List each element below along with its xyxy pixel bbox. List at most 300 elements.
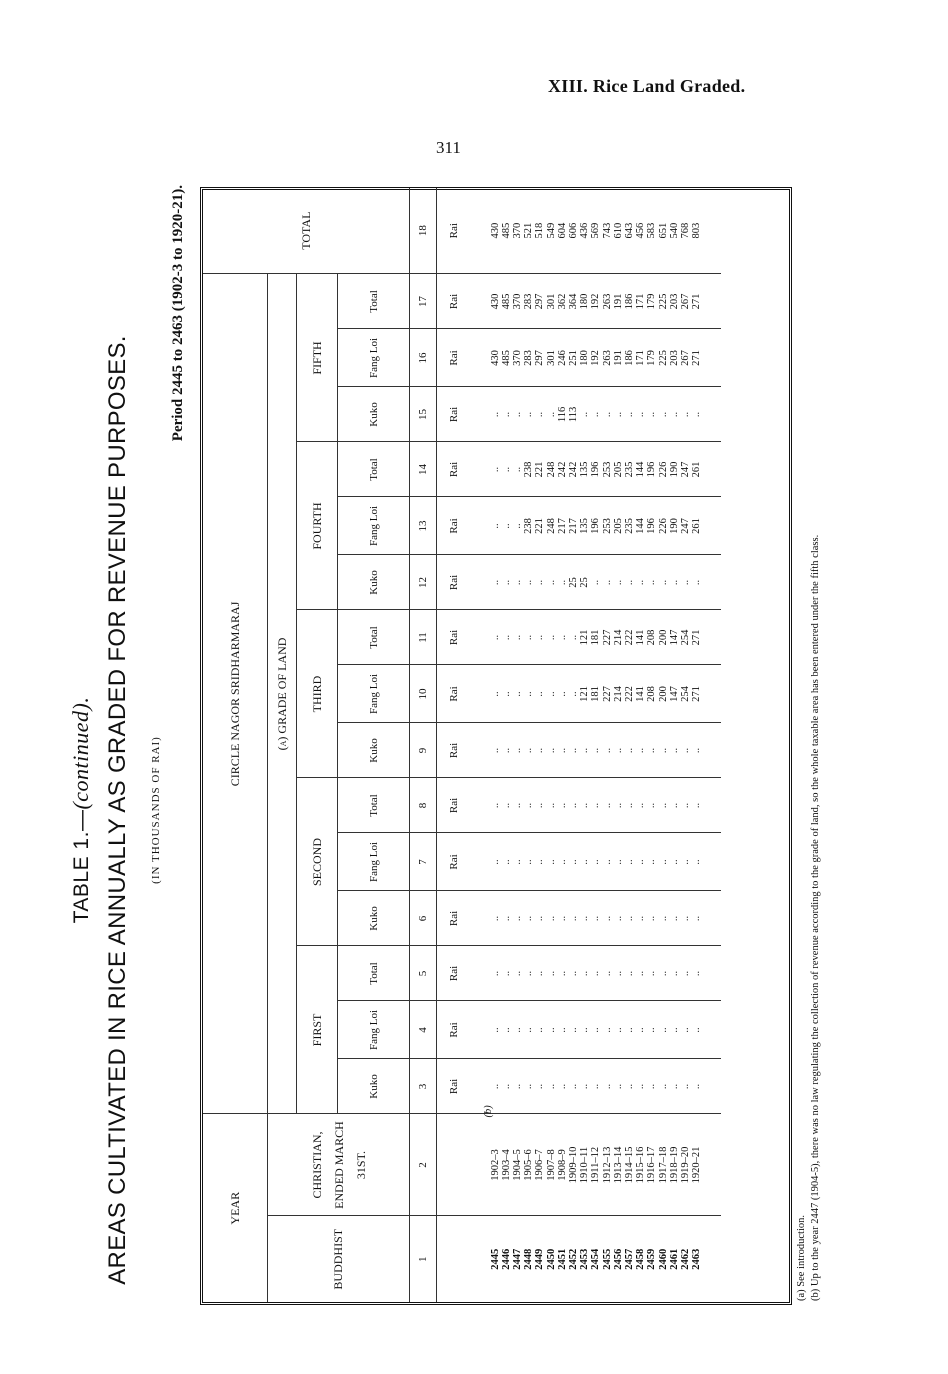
third-kuko-cell: .. bbox=[657, 747, 669, 754]
first-fang-loi-cell: .. bbox=[523, 1027, 535, 1033]
third-total-cell: .. bbox=[556, 634, 568, 641]
fourth-kuko-cell: .. bbox=[556, 579, 568, 586]
buddhist-header: BUDDHIST bbox=[268, 1216, 410, 1302]
fourth-fang-loi-cell: 190 bbox=[668, 518, 680, 534]
second-kuko-cell: .. bbox=[646, 915, 658, 922]
grand-total-cell: 518 bbox=[534, 222, 546, 239]
first-kuko-cell: .. bbox=[623, 1083, 635, 1090]
fifth-total-cell: 263 bbox=[601, 293, 613, 310]
third-kuko-cell: .. bbox=[601, 747, 613, 754]
fifth-kuko-cell: .. bbox=[601, 411, 613, 418]
first-fang-loi-column bbox=[471, 1001, 721, 1059]
unit-label: Rai bbox=[437, 723, 472, 778]
first-total-subheader: Total bbox=[338, 946, 410, 1001]
second-total-cell: .. bbox=[668, 802, 680, 809]
fourth-kuko-cell: .. bbox=[590, 579, 602, 586]
buddhist-year-cell: 2461 bbox=[668, 1248, 680, 1270]
buddhist-year-cell: 2453 bbox=[579, 1248, 591, 1270]
fourth-kuko-cell: .. bbox=[489, 579, 501, 586]
third-fang-loi-header: Fang Loi bbox=[338, 665, 410, 723]
third-kuko-cell: .. bbox=[500, 747, 512, 754]
fourth-fang-loi-cell: 261 bbox=[691, 518, 703, 534]
fifth-kuko-column bbox=[471, 387, 721, 442]
second-kuko-cell: .. bbox=[668, 915, 680, 922]
fourth-total-cell: 205 bbox=[612, 461, 624, 478]
second-fang-loi-cell: .. bbox=[545, 859, 557, 865]
third-kuko-cell: .. bbox=[556, 747, 568, 754]
fourth-kuko-cell: .. bbox=[623, 579, 635, 586]
fifth-fang-loi-cell: 225 bbox=[657, 350, 669, 366]
fourth-total-cell: 196 bbox=[590, 461, 602, 478]
christian-year-column bbox=[471, 1114, 721, 1216]
grand-total-cell: 651 bbox=[657, 222, 669, 239]
second-total-column bbox=[471, 778, 721, 833]
third-total-cell: 271 bbox=[691, 629, 703, 646]
buddhist-year-cell: 2459 bbox=[646, 1248, 658, 1270]
first-fang-loi-cell: .. bbox=[579, 1027, 591, 1033]
fifth-kuko-cell: .. bbox=[523, 411, 535, 418]
third-total-cell: .. bbox=[512, 634, 524, 641]
grand-total-cell: 768 bbox=[679, 222, 691, 239]
fifth-kuko-cell: .. bbox=[657, 411, 669, 418]
first-header: FIRST bbox=[297, 946, 338, 1114]
christian-year-cell: 1917–18 bbox=[657, 1146, 669, 1184]
third-total-cell: .. bbox=[568, 634, 580, 641]
fifth-fang-loi-cell: 192 bbox=[590, 350, 602, 366]
third-kuko-cell: .. bbox=[646, 747, 658, 754]
fourth-total-cell: 221 bbox=[534, 461, 546, 478]
first-total-column bbox=[471, 946, 721, 1001]
total-header: TOTAL bbox=[203, 188, 410, 274]
second-fang-loi-cell: .. bbox=[668, 859, 680, 865]
christian-year-cell: 1910–11 bbox=[579, 1146, 591, 1184]
fifth-total-cell: 180 bbox=[579, 293, 591, 310]
third-total-cell: 141 bbox=[635, 629, 647, 646]
first-total-cell: .. bbox=[679, 970, 691, 977]
fourth-kuko-column bbox=[471, 555, 721, 610]
christian-year-cell: 1913–14 bbox=[612, 1146, 624, 1184]
fourth-total-cell: 238 bbox=[523, 461, 535, 478]
fourth-fang-loi-cell: 196 bbox=[646, 518, 658, 534]
buddhist-year-cell: 2447 bbox=[512, 1248, 524, 1270]
second-total-cell: .. bbox=[500, 802, 512, 809]
christian-year-cell: 1905–6 bbox=[523, 1149, 535, 1181]
footnote-a: (a) See introduction. bbox=[796, 1214, 807, 1301]
third-fang-loi-cell: 181 bbox=[590, 686, 602, 702]
fourth-total-cell: .. bbox=[500, 466, 512, 473]
second-total-cell: .. bbox=[489, 802, 501, 809]
second-total-cell: .. bbox=[646, 802, 658, 809]
fifth-fang-loi-cell: 485 bbox=[500, 350, 512, 366]
first-fang-loi-cell: .. bbox=[635, 1027, 647, 1033]
fourth-kuko-cell: .. bbox=[657, 579, 669, 586]
first-total-cell: .. bbox=[657, 970, 669, 977]
first-kuko-cell: .. bbox=[512, 1083, 524, 1090]
second-fang-loi-cell: .. bbox=[500, 859, 512, 865]
first-total-cell: .. bbox=[568, 970, 580, 977]
second-fang-loi-cell: .. bbox=[512, 859, 524, 865]
first-fang-loi-cell: .. bbox=[612, 1027, 624, 1033]
first-fang-loi-cell: .. bbox=[489, 1027, 501, 1033]
fourth-kuko-cell: .. bbox=[646, 579, 658, 586]
first-kuko-cell: .. bbox=[612, 1083, 624, 1090]
unit-label: Rai bbox=[437, 610, 472, 665]
first-kuko-header: Kuko bbox=[338, 1059, 410, 1114]
fifth-total-cell: 186 bbox=[623, 293, 635, 310]
fourth-kuko-cell: .. bbox=[534, 579, 546, 586]
first-kuko-cell: .. bbox=[635, 1083, 647, 1090]
fourth-fang-loi-cell: .. bbox=[489, 523, 501, 529]
third-fang-loi-cell: 214 bbox=[612, 686, 624, 702]
third-fang-loi-cell: 141 bbox=[635, 686, 647, 702]
fifth-total-cell: 364 bbox=[568, 293, 580, 310]
fourth-fang-loi-cell: 226 bbox=[657, 518, 669, 534]
buddhist-year-column bbox=[471, 1216, 721, 1302]
fourth-kuko-cell: .. bbox=[601, 579, 613, 586]
second-total-cell: .. bbox=[657, 802, 669, 809]
first-fang-loi-cell: .. bbox=[545, 1027, 557, 1033]
grand-total-cell: 610 bbox=[612, 222, 624, 239]
running-head: XIII. Rice Land Graded. bbox=[548, 76, 746, 96]
fifth-fang-loi-cell: 246 bbox=[556, 350, 568, 366]
second-total-subheader: Total bbox=[338, 778, 410, 833]
first-total-cell: .. bbox=[489, 970, 501, 977]
grand-total-cell: 569 bbox=[590, 222, 602, 239]
buddhist-year-cell: 2458 bbox=[635, 1248, 647, 1270]
grand-total-cell: 583 bbox=[646, 222, 658, 239]
third-total-cell: .. bbox=[523, 634, 535, 641]
first-total-cell: .. bbox=[590, 970, 602, 977]
first-fang-loi-cell: .. bbox=[534, 1027, 546, 1033]
first-total-cell: .. bbox=[556, 970, 568, 977]
second-fang-loi-cell: .. bbox=[635, 859, 647, 865]
grand-total-cell: 430 bbox=[489, 222, 501, 239]
page-number: 311 bbox=[436, 138, 461, 157]
fourth-kuko-cell: .. bbox=[523, 579, 535, 586]
fourth-total-cell: 144 bbox=[635, 461, 647, 478]
first-fang-loi-cell: .. bbox=[601, 1027, 613, 1033]
fifth-total-cell: 485 bbox=[500, 293, 512, 310]
christian-year-cell: 1906–7 bbox=[534, 1149, 546, 1181]
second-fang-loi-cell: .. bbox=[691, 859, 703, 865]
third-kuko-cell: .. bbox=[523, 747, 535, 754]
second-total-cell: .. bbox=[635, 802, 647, 809]
second-fang-loi-cell: .. bbox=[556, 859, 568, 865]
third-header: THIRD bbox=[297, 610, 338, 778]
second-total-cell: .. bbox=[579, 802, 591, 809]
buddhist-year-cell: 2455 bbox=[601, 1248, 613, 1270]
fifth-fang-loi-cell: 430 bbox=[489, 350, 501, 366]
unit-label: Rai bbox=[437, 946, 472, 1001]
third-fang-loi-cell: .. bbox=[568, 691, 580, 697]
fifth-fang-loi-cell: 263 bbox=[601, 350, 613, 366]
christian-year-cell: 1920–21 bbox=[691, 1146, 703, 1184]
fifth-fang-loi-cell: 297 bbox=[534, 350, 546, 366]
christian-year-cell: 1911–12 bbox=[590, 1146, 602, 1184]
buddhist-year-cell: 2460 bbox=[657, 1248, 669, 1270]
fifth-total-column bbox=[471, 274, 721, 329]
buddhist-year-cell: 2463 bbox=[691, 1248, 703, 1270]
first-kuko-cell: .. bbox=[646, 1083, 658, 1090]
third-total-cell: .. bbox=[534, 634, 546, 641]
christian-year-cell: 1912–13 bbox=[601, 1146, 613, 1184]
third-fang-loi-cell: .. bbox=[545, 691, 557, 697]
fifth-kuko-cell: .. bbox=[500, 411, 512, 418]
second-fang-loi-header: Fang Loi bbox=[338, 833, 410, 891]
first-fang-loi-cell: .. bbox=[500, 1027, 512, 1033]
grand-total-cell: 606 bbox=[568, 222, 580, 239]
grand-total-cell: 549 bbox=[545, 222, 557, 239]
buddhist-year-cell: 2454 bbox=[590, 1248, 602, 1270]
data-table-frame bbox=[200, 187, 792, 1305]
unit-label: Rai bbox=[437, 387, 472, 442]
third-fang-loi-cell: .. bbox=[489, 691, 501, 697]
third-fang-loi-cell: .. bbox=[523, 691, 535, 697]
second-fang-loi-cell: .. bbox=[646, 859, 658, 865]
fourth-fang-loi-cell: 247 bbox=[679, 518, 691, 534]
year-header: YEAR bbox=[203, 1114, 268, 1302]
fifth-fang-loi-cell: 251 bbox=[568, 350, 580, 366]
first-total-cell: .. bbox=[579, 970, 591, 977]
fifth-kuko-cell: 116 bbox=[556, 406, 568, 423]
third-total-cell: 147 bbox=[668, 629, 680, 646]
second-total-cell: .. bbox=[691, 802, 703, 809]
fifth-fang-loi-cell: 271 bbox=[691, 350, 703, 366]
fourth-total-cell: 242 bbox=[568, 461, 580, 478]
column-number: 4 bbox=[410, 1001, 437, 1059]
fourth-total-cell: .. bbox=[512, 466, 524, 473]
fourth-total-subheader: Total bbox=[338, 442, 410, 497]
second-kuko-cell: .. bbox=[657, 915, 669, 922]
fourth-kuko-cell: .. bbox=[679, 579, 691, 586]
second-fang-loi-cell: .. bbox=[534, 859, 546, 865]
column-number: 3 bbox=[410, 1059, 437, 1114]
table-subtitle: AREAS CULTIVATED IN RICE ANNUALLY AS GRADED FOR REVENUE PURPOSES. bbox=[104, 335, 131, 1285]
fourth-total-cell: 196 bbox=[646, 461, 658, 478]
fifth-fang-loi-cell: 179 bbox=[646, 350, 658, 366]
third-kuko-cell: .. bbox=[489, 747, 501, 754]
fourth-fang-loi-cell: 144 bbox=[635, 518, 647, 534]
christian-year-cell: 1907–8 bbox=[545, 1149, 557, 1181]
circle-header: CIRCLE NAGOR SRIDHARMARAJ bbox=[203, 274, 268, 1114]
first-fang-loi-cell: .. bbox=[556, 1027, 568, 1033]
second-fang-loi-cell: .. bbox=[612, 859, 624, 865]
fourth-fang-loi-cell: 217 bbox=[568, 518, 580, 534]
first-kuko-cell: .. bbox=[534, 1083, 546, 1090]
third-kuko-cell: .. bbox=[590, 747, 602, 754]
fourth-kuko-cell: .. bbox=[545, 579, 557, 586]
third-fang-loi-cell: 271 bbox=[691, 686, 703, 702]
column-number: 16 bbox=[410, 329, 437, 387]
first-fang-loi-cell: .. bbox=[568, 1027, 580, 1033]
first-kuko-column bbox=[471, 1059, 721, 1118]
fifth-total-subheader: Total bbox=[338, 274, 410, 329]
second-kuko-cell: .. bbox=[691, 915, 703, 922]
unit-blank bbox=[437, 1216, 472, 1302]
first-total-cell: .. bbox=[523, 970, 535, 977]
buddhist-year-cell: 2452 bbox=[568, 1248, 580, 1270]
first-total-cell: .. bbox=[534, 970, 546, 977]
column-number: 6 bbox=[410, 891, 437, 946]
column-number: 7 bbox=[410, 833, 437, 891]
first-kuko-cell: .. bbox=[556, 1083, 568, 1090]
first-kuko-cell: .. bbox=[545, 1083, 557, 1090]
unit-label: Rai bbox=[437, 274, 472, 329]
first-fang-loi-cell: .. bbox=[512, 1027, 524, 1033]
third-fang-loi-cell: .. bbox=[512, 691, 524, 697]
fifth-kuko-cell: .. bbox=[579, 411, 591, 418]
fourth-total-cell: 135 bbox=[579, 461, 591, 478]
fifth-total-cell: 225 bbox=[657, 293, 669, 310]
first-total-cell: .. bbox=[500, 970, 512, 977]
christian-year-cell: 1903–4 bbox=[500, 1149, 512, 1181]
grand-total-cell: 643 bbox=[623, 222, 635, 239]
fourth-total-cell: 261 bbox=[691, 461, 703, 478]
fifth-fang-loi-cell: 203 bbox=[668, 350, 680, 366]
second-total-cell: .. bbox=[534, 802, 546, 809]
rotated-table-page bbox=[60, 175, 820, 1325]
fourth-fang-loi-cell: 253 bbox=[601, 518, 613, 534]
unit-blank bbox=[437, 1114, 472, 1216]
third-total-cell: 214 bbox=[612, 629, 624, 646]
unit-label: Rai bbox=[437, 1001, 472, 1059]
fifth-fang-loi-cell: 180 bbox=[579, 350, 591, 366]
third-fang-loi-cell: .. bbox=[500, 691, 512, 697]
second-kuko-cell: .. bbox=[635, 915, 647, 922]
first-kuko-cell: .. bbox=[523, 1083, 535, 1090]
unit-label: Rai bbox=[437, 665, 472, 723]
first-kuko-cell: .. bbox=[500, 1083, 512, 1090]
fifth-total-cell: 430 bbox=[489, 293, 501, 310]
fourth-kuko-cell: .. bbox=[635, 579, 647, 586]
fourth-fang-loi-cell: .. bbox=[512, 523, 524, 529]
second-kuko-cell: .. bbox=[556, 915, 568, 922]
third-kuko-cell: .. bbox=[691, 747, 703, 754]
second-kuko-column bbox=[471, 891, 721, 946]
grand-total-cell: 456 bbox=[635, 222, 647, 239]
fourth-fang-loi-cell: 196 bbox=[590, 518, 602, 534]
third-total-subheader: Total bbox=[338, 610, 410, 665]
fifth-total-cell: 203 bbox=[668, 293, 680, 310]
fourth-kuko-header: Kuko bbox=[338, 555, 410, 610]
third-fang-loi-cell: 227 bbox=[601, 686, 613, 702]
fourth-kuko-cell: 25 bbox=[568, 577, 580, 588]
second-total-cell: .. bbox=[623, 802, 635, 809]
fourth-fang-loi-cell: 205 bbox=[612, 518, 624, 534]
third-kuko-cell: .. bbox=[668, 747, 680, 754]
third-kuko-cell: .. bbox=[545, 747, 557, 754]
first-kuko-cell: .. bbox=[601, 1083, 613, 1090]
third-total-cell: 254 bbox=[679, 629, 691, 646]
fourth-total-cell: 253 bbox=[601, 461, 613, 478]
fifth-fang-loi-cell: 171 bbox=[635, 350, 647, 366]
fifth-total-cell: 301 bbox=[545, 293, 557, 310]
christian-year-cell: 1915–16 bbox=[635, 1146, 647, 1184]
fifth-kuko-cell: .. bbox=[489, 411, 501, 418]
fifth-fang-loi-cell: 283 bbox=[523, 350, 535, 366]
first-total-cell: .. bbox=[635, 970, 647, 977]
second-total-cell: .. bbox=[545, 802, 557, 809]
buddhist-year-cell: 2456 bbox=[612, 1248, 624, 1270]
third-kuko-header: Kuko bbox=[338, 723, 410, 778]
unit-label: Rai bbox=[437, 778, 472, 833]
first-fang-loi-cell: .. bbox=[691, 1027, 703, 1033]
fifth-fang-loi-cell: 191 bbox=[612, 350, 624, 366]
buddhist-year-cell: 2449 bbox=[534, 1248, 546, 1270]
third-total-cell: .. bbox=[545, 634, 557, 641]
fifth-total-cell: 297 bbox=[534, 293, 546, 310]
first-fang-loi-cell: .. bbox=[668, 1027, 680, 1033]
first-fang-loi-header: Fang Loi bbox=[338, 1001, 410, 1059]
first-kuko-cell: .. bbox=[489, 1083, 501, 1090]
second-total-cell: .. bbox=[601, 802, 613, 809]
third-kuko-cell: .. bbox=[534, 747, 546, 754]
fourth-total-cell: 247 bbox=[679, 461, 691, 478]
fourth-fang-loi-cell: 135 bbox=[579, 518, 591, 534]
fourth-fang-loi-header: Fang Loi bbox=[338, 497, 410, 555]
fifth-fang-loi-cell: 301 bbox=[545, 350, 557, 366]
second-kuko-cell: .. bbox=[579, 915, 591, 922]
fifth-fang-loi-cell: 370 bbox=[512, 350, 524, 366]
unit-label: Rai bbox=[437, 891, 472, 946]
column-number: 12 bbox=[410, 555, 437, 610]
fourth-fang-loi-cell: 238 bbox=[523, 518, 535, 534]
grand-total-cell: 436 bbox=[579, 222, 591, 239]
fifth-kuko-cell: 113 bbox=[568, 406, 580, 423]
column-number: 18 bbox=[410, 188, 437, 274]
column-number: 11 bbox=[410, 610, 437, 665]
third-fang-loi-cell: 208 bbox=[646, 686, 658, 702]
second-kuko-header: Kuko bbox=[338, 891, 410, 946]
christian-year-cell: 1916–17 bbox=[646, 1146, 658, 1184]
brace-note-b: (b) bbox=[483, 1105, 494, 1118]
fourth-total-cell: 190 bbox=[668, 461, 680, 478]
first-total-cell: .. bbox=[512, 970, 524, 977]
fifth-kuko-cell: .. bbox=[635, 411, 647, 418]
fifth-fang-loi-cell: 267 bbox=[679, 350, 691, 366]
fifth-total-cell: 267 bbox=[679, 293, 691, 310]
first-fang-loi-cell: .. bbox=[646, 1027, 658, 1033]
fifth-total-cell: 283 bbox=[523, 293, 535, 310]
column-number: 2 bbox=[410, 1114, 437, 1216]
second-total-cell: .. bbox=[590, 802, 602, 809]
second-kuko-cell: .. bbox=[534, 915, 546, 922]
second-kuko-cell: .. bbox=[545, 915, 557, 922]
fourth-kuko-cell: .. bbox=[691, 579, 703, 586]
first-fang-loi-cell: .. bbox=[590, 1027, 602, 1033]
third-kuko-cell: .. bbox=[568, 747, 580, 754]
fifth-kuko-cell: .. bbox=[646, 411, 658, 418]
first-kuko-cell: .. bbox=[590, 1083, 602, 1090]
first-kuko-cell: .. bbox=[657, 1083, 669, 1090]
fifth-fang-loi-header: Fang Loi bbox=[338, 329, 410, 387]
first-fang-loi-cell: .. bbox=[679, 1027, 691, 1033]
data-table bbox=[203, 188, 721, 1302]
fifth-fang-loi-column bbox=[471, 329, 721, 387]
fourth-total-cell: 235 bbox=[623, 461, 635, 478]
first-total-cell: .. bbox=[545, 970, 557, 977]
fourth-total-column bbox=[471, 442, 721, 497]
grand-total-cell: 521 bbox=[523, 222, 535, 239]
grand-total-column bbox=[471, 188, 721, 274]
unit-label: Rai bbox=[437, 555, 472, 610]
second-total-cell: .. bbox=[679, 802, 691, 809]
buddhist-year-cell: 2450 bbox=[545, 1248, 557, 1270]
fourth-header: FOURTH bbox=[297, 442, 338, 610]
first-total-cell: .. bbox=[612, 970, 624, 977]
fourth-kuko-cell: .. bbox=[512, 579, 524, 586]
fifth-total-cell: 171 bbox=[635, 293, 647, 310]
